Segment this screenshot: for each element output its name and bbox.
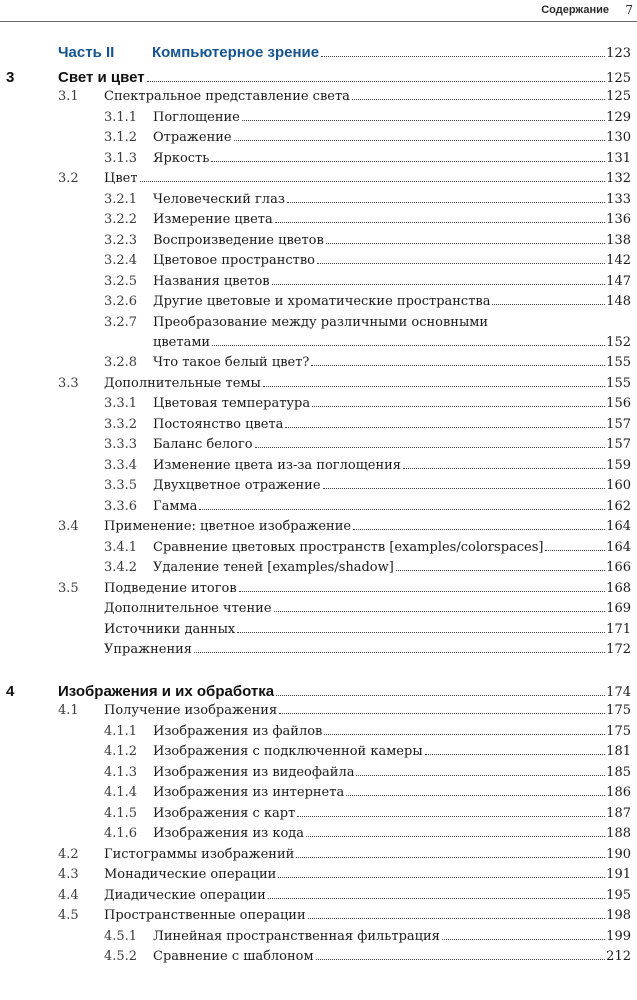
toc-entry-title: Отражение <box>153 130 232 145</box>
toc-entry-page: 164 <box>606 519 631 534</box>
dot-leader <box>211 161 605 162</box>
toc-entry-page: 195 <box>606 887 631 903</box>
toc-entry-title: Баланс белого <box>153 437 253 452</box>
toc-entry-title: Источники данных <box>104 621 236 637</box>
toc-entry-number: 3.1.3 <box>104 150 138 166</box>
toc-entry[interactable] <box>0 376 637 398</box>
toc-entry-title: Монадические операции <box>104 867 277 882</box>
toc-entry[interactable] <box>0 355 637 377</box>
toc-entry-number: 3.1.1 <box>104 109 138 125</box>
dot-leader <box>317 263 605 264</box>
dot-leader <box>297 816 605 817</box>
toc-entry-number: 3.1 <box>58 89 79 104</box>
toc-entry-page: 130 <box>606 130 631 145</box>
toc-entry-title: Двухцветное отражение <box>153 478 321 493</box>
toc-entry-number: 3.1.2 <box>104 130 138 145</box>
toc-entry-title-continued: цветами <box>153 334 211 350</box>
dot-leader <box>545 550 605 551</box>
toc-entry-number: 3.3.5 <box>104 478 138 493</box>
toc-entry[interactable] <box>0 826 637 848</box>
toc-entry[interactable] <box>0 581 637 603</box>
toc-entry-number: 3.2.1 <box>104 191 138 207</box>
toc-entry-number: 4.5.1 <box>104 928 138 944</box>
toc-entry-title: Удаление теней [examples/shadow] <box>153 560 394 575</box>
toc-entry[interactable] <box>0 806 637 828</box>
toc-entry-title: Подведение итогов <box>104 580 237 596</box>
dot-leader <box>274 611 606 612</box>
dot-leader <box>311 365 605 366</box>
toc-entry-page: 148 <box>606 294 631 309</box>
dot-leader <box>255 447 606 448</box>
toc-entry-title: Преобразование между различными основными <box>153 314 489 330</box>
toc-entry-page: 172 <box>606 642 631 657</box>
toc-entry[interactable] <box>0 724 637 746</box>
toc-entry-number: 4.1 <box>58 703 79 718</box>
toc-entry-page: 212 <box>606 949 631 964</box>
dot-leader <box>275 222 605 223</box>
toc-entry-page: 168 <box>606 580 631 596</box>
toc-entry-page: 164 <box>606 539 631 555</box>
toc-entry-title: Дополнительное чтение <box>104 601 272 616</box>
toc-entry-page: 162 <box>606 498 631 514</box>
toc-entry-number: 3.2.4 <box>104 253 138 268</box>
toc-entry-title: Изображения из видеофайла <box>153 764 355 780</box>
toc-entry-title: Что такое белый цвет? <box>153 355 310 370</box>
toc-entry[interactable] <box>0 274 637 296</box>
dot-leader <box>492 304 605 305</box>
dot-leader <box>278 877 605 878</box>
dot-leader <box>268 898 605 899</box>
toc-entry[interactable] <box>0 744 637 766</box>
toc-entry[interactable] <box>0 867 637 889</box>
toc-entry-title: Линейная пространственная фильтрация <box>153 928 440 944</box>
toc-entry-title: Изображения и их обработка <box>58 682 275 700</box>
toc-entry-number: 3.4 <box>58 519 79 534</box>
toc-entry-number: 4 <box>6 682 15 700</box>
toc-entry[interactable] <box>0 949 637 971</box>
dot-leader <box>321 56 605 57</box>
toc-entry-page: 136 <box>606 212 631 227</box>
dot-leader <box>276 695 605 696</box>
toc-entry[interactable] <box>0 499 637 521</box>
toc-entry-page: 190 <box>606 846 631 862</box>
toc-entry-page: 174 <box>606 684 631 700</box>
toc-entry[interactable] <box>0 785 637 807</box>
toc-entry-page: 188 <box>606 826 631 841</box>
toc-entry-page: 123 <box>606 46 631 61</box>
toc-entry-number: 3.2.3 <box>104 232 138 248</box>
toc-entry[interactable] <box>0 69 637 91</box>
toc-entry[interactable] <box>0 294 637 316</box>
toc-entry-page: 133 <box>606 191 631 207</box>
toc-entry-number: 3.5 <box>58 580 79 596</box>
toc-entry[interactable] <box>0 417 637 439</box>
toc-entry-page: 187 <box>606 805 631 821</box>
toc-entry-number: 4.1.1 <box>104 723 138 739</box>
toc-entry-page: 166 <box>606 560 631 575</box>
dot-leader <box>425 754 606 755</box>
toc-entry-number: 4.5 <box>58 908 79 923</box>
toc-entry-number: 3.2.6 <box>104 294 138 309</box>
toc-entry-title: Другие цветовые и хроматические пространства <box>153 294 491 309</box>
toc-entry-page: 138 <box>606 232 631 248</box>
toc-entry-title: Спектральное представление света <box>104 89 350 104</box>
toc-entry-number: 3.3.6 <box>104 498 138 514</box>
toc-entry-page: 171 <box>606 621 631 637</box>
toc-entry-page: 142 <box>606 253 631 268</box>
toc-entry[interactable] <box>0 110 637 132</box>
dot-leader <box>316 959 606 960</box>
toc-entry[interactable] <box>0 212 637 234</box>
toc-entry-number: 4.5.2 <box>104 949 138 964</box>
page-number: 7 <box>625 3 633 17</box>
toc-entry-number: 3.3.1 <box>104 396 138 411</box>
dot-leader <box>279 713 605 714</box>
dot-leader <box>140 181 606 182</box>
toc-entry[interactable] <box>0 601 637 623</box>
toc-entry[interactable] <box>0 478 637 500</box>
toc-entry-page: 155 <box>606 375 631 391</box>
toc-entry-page: 147 <box>606 273 631 289</box>
toc-entry[interactable] <box>0 130 637 152</box>
toc-entry-page: 181 <box>606 744 631 759</box>
toc-entry-title: Сравнение с шаблоном <box>153 949 314 964</box>
toc-entry-title: Пространственные операции <box>104 908 306 923</box>
toc-entry[interactable] <box>0 233 637 255</box>
toc-entry-number: 3.2.5 <box>104 273 138 289</box>
toc-entry-title: Компьютерное зрение <box>152 44 320 61</box>
toc-entry-title: Цветовая температура <box>153 396 311 411</box>
toc-entry-page: 156 <box>606 396 631 411</box>
toc-entry[interactable] <box>0 192 637 214</box>
toc-entry-title: Дополнительные темы <box>104 375 261 391</box>
dot-leader <box>242 120 605 121</box>
dot-leader <box>396 570 605 571</box>
toc-entry-page: 157 <box>606 437 631 452</box>
toc-entry-page: 191 <box>606 867 631 882</box>
dot-leader <box>356 775 605 776</box>
toc-entry-title: Изображения с карт <box>153 805 296 821</box>
toc-entry-number: 4.1.2 <box>104 744 138 759</box>
toc-entry[interactable] <box>0 44 637 66</box>
dot-leader <box>312 406 605 407</box>
dot-leader <box>353 529 605 530</box>
toc-entry-title: Постоянство цвета <box>153 416 284 432</box>
dot-leader <box>239 591 605 592</box>
toc-entry-title: Свет и цвет <box>58 68 145 86</box>
toc-entry-number: 3.2.7 <box>104 314 138 330</box>
dot-leader <box>234 140 606 141</box>
toc-entry-number: 4.1.4 <box>104 785 138 800</box>
dot-leader <box>199 509 605 510</box>
toc-entry-title: Гистограммы изображений <box>104 846 295 862</box>
toc-entry-page: 131 <box>606 150 631 166</box>
toc-entry-page: 186 <box>606 785 631 800</box>
toc-entry-page: 152 <box>606 334 631 350</box>
toc-entry-page: 125 <box>606 89 631 104</box>
toc-entry-number: 4.1.5 <box>104 805 138 821</box>
toc-entry-number: 4.3 <box>58 867 79 882</box>
toc-entry-number: Часть II <box>58 44 115 61</box>
toc-entry[interactable] <box>0 315 637 357</box>
toc-entry-title: Изменение цвета из-за поглощения <box>153 457 402 473</box>
toc-entry-number: 3.3.3 <box>104 437 138 452</box>
toc-entry-title: Применение: цветное изображение <box>104 519 352 534</box>
toc-entry-number: 3.3 <box>58 375 79 391</box>
toc-entry-number: 3.2 <box>58 171 79 186</box>
dot-leader <box>326 243 605 244</box>
toc-entry-number: 4.1.6 <box>104 826 138 841</box>
toc-entry-title: Получение изображения <box>104 703 278 718</box>
toc-entry-title: Измерение цвета <box>153 212 273 227</box>
toc-entry[interactable] <box>0 929 637 951</box>
toc-entry-page: 160 <box>606 478 631 493</box>
toc-entry-page: 175 <box>606 703 631 718</box>
toc-entry-number: 3.2.8 <box>104 355 138 370</box>
toc-entry-title: Изображения из файлов <box>153 723 323 739</box>
toc-entry[interactable] <box>0 622 637 644</box>
toc-entry-number: 4.4 <box>58 887 79 903</box>
dot-leader <box>403 468 605 469</box>
toc-entry-title: Упражнения <box>104 642 192 657</box>
dot-leader <box>346 795 605 796</box>
toc-entry-page: 198 <box>606 908 631 923</box>
toc-entry-title: Изображения с подключенной камеры <box>153 744 423 759</box>
toc-entry-number: 3 <box>6 68 15 86</box>
dot-leader <box>287 202 605 203</box>
toc-entry[interactable] <box>0 642 637 664</box>
toc-entry-page: 157 <box>606 416 631 432</box>
toc-entry-page: 175 <box>606 723 631 739</box>
toc-entry-number: 3.3.4 <box>104 457 138 473</box>
toc-entry-number: 3.4.1 <box>104 539 138 555</box>
toc-entry-page: 169 <box>606 601 631 616</box>
running-header-title: Содержание <box>541 4 609 16</box>
dot-leader <box>442 939 605 940</box>
dot-leader <box>296 857 605 858</box>
dot-leader <box>285 427 605 428</box>
toc-entry-title: Цвет <box>104 171 138 186</box>
toc-entry[interactable] <box>0 396 637 418</box>
dot-leader <box>324 734 605 735</box>
toc-entry[interactable] <box>0 908 637 930</box>
toc-entry[interactable] <box>0 703 637 725</box>
toc-entry-title: Поглощение <box>153 109 240 125</box>
toc-entry[interactable] <box>0 888 637 910</box>
toc-entry[interactable] <box>0 540 637 562</box>
toc-entry[interactable] <box>0 519 637 541</box>
dot-leader <box>212 345 605 346</box>
toc-entry[interactable] <box>0 437 637 459</box>
toc-entry[interactable] <box>0 253 637 275</box>
toc-entry-number: 3.4.2 <box>104 560 138 575</box>
dot-leader <box>352 99 605 100</box>
toc-entry-title: Воспроизведение цветов <box>153 232 324 248</box>
toc-entry[interactable] <box>0 171 637 193</box>
toc-entry[interactable] <box>0 151 637 173</box>
dot-leader <box>237 632 605 633</box>
dot-leader <box>263 386 605 387</box>
toc-entry-page: 185 <box>606 764 631 780</box>
dot-leader <box>147 81 606 82</box>
toc-entry-page: 129 <box>606 109 631 125</box>
dot-leader <box>323 488 606 489</box>
toc-entry-page: 199 <box>606 928 631 944</box>
toc-entry[interactable] <box>0 765 637 787</box>
toc-entry[interactable] <box>0 683 637 705</box>
toc-entry-page: 159 <box>606 457 631 473</box>
toc-entry-title: Названия цветов <box>153 273 270 289</box>
toc-entry[interactable] <box>0 560 637 582</box>
dot-leader <box>272 284 606 285</box>
toc-entry-title: Яркость <box>153 150 210 166</box>
toc-entry-number: 3.3.2 <box>104 416 138 432</box>
toc-entry-page: 125 <box>606 70 631 86</box>
dot-leader <box>308 918 606 919</box>
toc-entry-number: 3.2.2 <box>104 212 138 227</box>
toc-entry-title: Диадические операции <box>104 887 266 903</box>
toc-entry-title: Человеческий глаз <box>153 191 285 207</box>
toc-entry-page: 155 <box>606 355 631 370</box>
toc-entry[interactable] <box>0 847 637 869</box>
toc-entry[interactable] <box>0 458 637 480</box>
toc-entry[interactable] <box>0 89 637 111</box>
toc-entry-number: 4.1.3 <box>104 764 138 780</box>
toc-entry-title: Гамма <box>153 498 198 514</box>
dot-leader <box>194 652 605 653</box>
dot-leader <box>306 836 605 837</box>
toc-entry-title: Сравнение цветовых пространств [examples/colorspaces] <box>153 539 544 555</box>
toc-entry-number: 4.2 <box>58 846 79 862</box>
toc-entry-title: Цветовое пространство <box>153 253 315 268</box>
toc-entry-title: Изображения из кода <box>153 826 305 841</box>
toc-entry-page: 132 <box>606 171 631 186</box>
toc-entry-title: Изображения из интернета <box>153 785 345 800</box>
